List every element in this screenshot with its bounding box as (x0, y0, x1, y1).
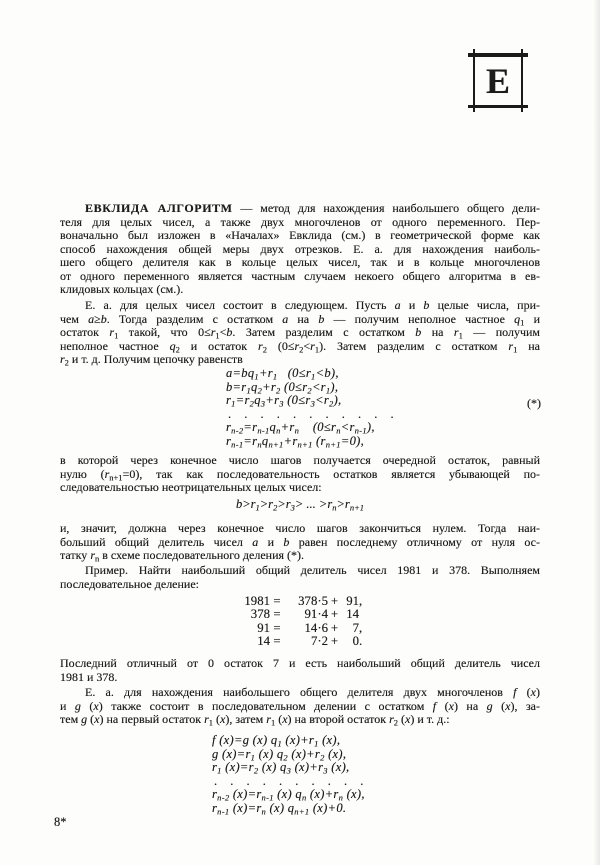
formula-line: $r_{n-1}$ $(x)=r_n$ (x) $q_{n+1}$ (x)+0. (212, 800, 347, 816)
text-line: способ нахождения общей меры двух отрезков. Е. а. для нахождения наиболь- (60, 241, 540, 256)
division-row (234, 595, 366, 608)
section-letter-box (473, 53, 523, 108)
plus-sign: + (330, 634, 339, 649)
paragraph-example (60, 564, 540, 591)
example-division-block (0, 595, 600, 649)
text-line: следовательностью неотрицательных целых чисел: (60, 480, 322, 494)
product: 14·6 (304, 620, 328, 635)
text-run: — метод для нахождения наибольшего общего дели- (232, 201, 540, 215)
remainder: 0 (352, 634, 359, 649)
text-line: больший общий делитель чисел a и b равен последнему отличному от нуля ос- (60, 534, 540, 549)
formula-line: $r_1$ $(x)=r_2$ (x) $q_3$ $(x)+r_3$ (x), (212, 760, 350, 776)
product: 378·5 (298, 594, 328, 608)
formula-line: $r_{n-2}$ $(x)=r_{n-1}$ (x) $q_n$ $(x)+r_n$ (x), (212, 787, 365, 803)
section-letter: Е (485, 61, 510, 101)
text-line: $r_2$ и т. д. Получим цепочку равенств (60, 352, 243, 368)
minuend: 14 (257, 634, 270, 649)
formula-system-polynomials (212, 734, 365, 815)
division-row (234, 608, 366, 621)
paragraph-remainders (60, 454, 540, 495)
text-line: Е. а. для нахождения наибольшего общего делителя двух многочленов f (x) (85, 685, 540, 699)
text-line: 1981 и 378. (60, 669, 118, 684)
remainder: 14 (346, 607, 359, 622)
formula-line: $a=bq_1+r_1$ $(0\le r_1<b)$, (226, 366, 339, 382)
inequality-chain-formula: $b>r_1>r_2>r_3>$ ... $>r_n>r_{n+1}$ (235, 497, 365, 513)
text-line: от одного переменного является частным случаем некоего общего алгоритма в ев- (60, 268, 540, 283)
text-line: и g (x) также состоит в последовательном делении с остатком f (x) на g (x), за- (60, 698, 541, 713)
text-line: воначально был изложен в «Началах» Евклида (см.) в геометрической форме как (60, 228, 540, 242)
punctuation: , (359, 620, 363, 635)
ellipsis-dots-line: . . . . . . . . . . . (228, 406, 394, 421)
paragraph-definition (60, 202, 540, 297)
ellipsis-dots-line: . . . . . . . . . . (214, 773, 364, 788)
remainder: 91 (346, 594, 359, 608)
minuend: 1981 (244, 594, 270, 608)
text-line: Пример. Найти наибольший общий делитель чисел 1981 и 378. Выполняем (85, 563, 540, 577)
scan-shadow-edge (593, 0, 600, 865)
text-line (60, 202, 540, 216)
plus-sign: + (330, 620, 339, 635)
text-line: теля для целых чисел, а также двух многочленов от одного переменного. Пер- (60, 214, 540, 229)
formula-line: g $(x)=r_1$ (x) $q_2$ $(x)+r_2$ (x), (212, 746, 347, 762)
page-number: 8* (54, 815, 67, 829)
plus-sign: + (330, 594, 339, 608)
text-line: Последний отличный от 0 остаток 7 и есть наибольший общий делитель чисел (60, 656, 540, 670)
division-row (234, 635, 366, 648)
formula-line: $b=r_1q_2+r_2$ $(0\le r_2<r_1)$, (226, 379, 339, 395)
equals-sign: = (273, 607, 281, 622)
text-line: клидовых кольцах (см.). (60, 282, 184, 296)
article-title: ЕВКЛИДА АЛГОРИТМ (85, 201, 233, 215)
paragraph-example-result (60, 657, 540, 684)
text-line: тем g (x) на первый остаток $r_1$ (x), затем $r_1$ (x) на второй остаток $r_2$ (x) и т. д.: (60, 712, 450, 728)
equals-sign: = (273, 594, 281, 608)
formula-line: $r_1=r_2q_3+r_3$ $(0\le r_3<r_2)$, (226, 393, 342, 409)
remainder: 7 (352, 620, 359, 635)
formula-line: $r_{n-2}=r_{n-1}q_n+r_n$ $(0\le r_n<r_{n-1})$, (226, 420, 375, 436)
paragraph-gcd-conclusion (60, 522, 540, 563)
division-row (234, 622, 366, 635)
text-line: остаток $r_1$ такой, что $0\le r_1<b$. Затем разделим с остатком b на $r_1$ — получим (60, 325, 540, 341)
text-line: чем a≥b. Тогда разделим с остатком a на b — получим неполное частное $q_1$ и (60, 311, 541, 327)
text-line: и, значит, должна через конечное число шагов закончиться нулем. Тогда наи- (60, 521, 540, 535)
text-line: нулю $(r_{n+1}=0)$, так как последовательность остатков является убывающей по- (60, 466, 541, 482)
text-line: неполное частное $q_2$ и остаток $r_2$ $(0\le r_2<r_1)$. Затем разделим с остатком $r_1$ на (60, 338, 540, 354)
paragraph-integer-algorithm (60, 299, 540, 367)
text-line: в которой через конечное число шагов получается очередной остаток, равный (60, 453, 540, 467)
formula-system-integers (226, 367, 394, 448)
punctuation: , (359, 594, 363, 608)
box-border-bottom (468, 105, 528, 109)
equals-sign: = (273, 634, 281, 649)
formula-line: f (x)=g (x) $q_1$ $(x)+r_1$ (x), (212, 733, 341, 749)
box-border-top (468, 53, 528, 57)
equation-label-star: (*) (527, 396, 541, 410)
product: 7·2 (310, 634, 328, 649)
text-line: шего общего делителя как в кольце целых чисел, так и в кольце многочленов (60, 255, 540, 269)
product: 91·4 (304, 607, 328, 622)
punctuation (359, 608, 366, 621)
text-line: Е. а. для целых чисел состоит в следующем. Пусть a и b целые числа, при- (85, 298, 540, 312)
minuend: 91 (257, 620, 270, 635)
formula-line: $r_{n-1}=r_nq_{n+1}+r_{n+1}$ $(r_{n+1}=0)$, (226, 433, 365, 449)
text-line: последовательное деление: (60, 576, 200, 591)
minuend: 378 (250, 607, 270, 622)
punctuation: . (359, 634, 363, 649)
paragraph-polynomials (60, 686, 540, 727)
text-line: татку $r_n$ в схеме последовательного деления (*). (60, 548, 305, 564)
equals-sign: = (273, 620, 281, 635)
plus-sign: + (330, 607, 339, 622)
